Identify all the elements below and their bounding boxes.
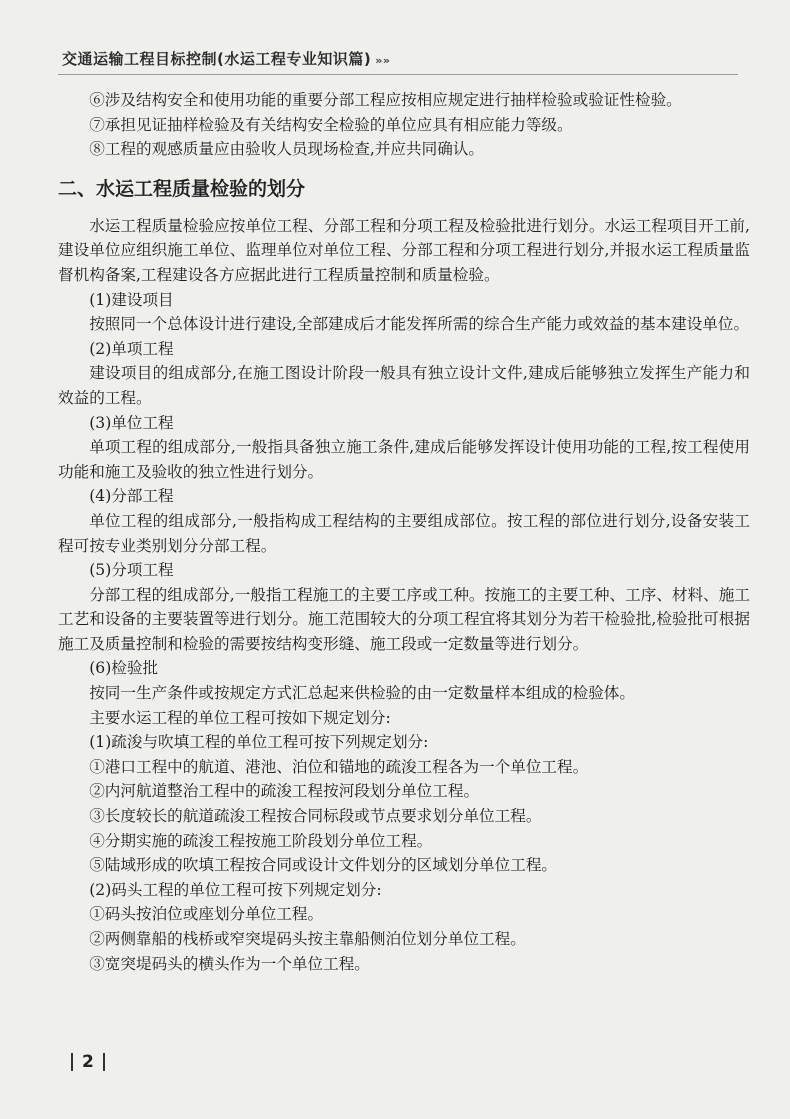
body-paragraph: 按同一生产条件或按规定方式汇总起来供检验的由一定数量样本组成的检验体。 (89, 684, 635, 703)
subheading: (5)分项工程 (89, 561, 174, 580)
footer-bar-right (103, 1053, 105, 1071)
subheading: (1)建设项目 (89, 290, 174, 309)
body-paragraph: 建设项目的组成部分,在施工图设计阶段一般具有独立设计文件,建成后能够独立发挥生产能力和效益的工程。 (58, 364, 750, 407)
chevron-right-icon: »» (375, 54, 391, 67)
list-item: ②两侧靠船的栈桥或窄突堤码头按主靠船侧泊位划分单位工程。 (89, 930, 526, 948)
list-item: ②内河航道整治工程中的疏浚工程按河段划分单位工程。 (89, 782, 480, 801)
list-item: ⑤陆域形成的吹填工程按合同或设计文件划分的区域划分单位工程。 (89, 856, 558, 875)
body-paragraph: 按照同一个总体设计进行建设,全部建成后才能发挥所需的综合生产能力或效益的基本建设单位。 (89, 315, 750, 334)
list-item: ⑥涉及结构安全和使用功能的重要分部工程应按相应规定进行抽样检验或验证性检验。 (89, 91, 682, 109)
page-footer (62, 1052, 114, 1072)
subheading: (2)码头工程的单位工程可按下列规定划分: (89, 880, 382, 899)
body-paragraph: 水运工程质量检验应按单位工程、分部工程和分项工程及检验批进行划分。水运工程项目开工前,建设单位应组织施工单位、监理单位对单位工程、分部工程和分项工程进行划分,并报水运工程质量监督机构备案,工程建设各方应据此进行工程质量控制和质量检验。 (58, 216, 750, 284)
list-item: ④分期实施的疏浚工程按施工阶段划分单位工程。 (89, 831, 433, 850)
running-header (62, 48, 390, 69)
list-item: ③宽突堤码头的横头作为一个单位工程。 (89, 954, 370, 973)
header-title: 交通运输工程目标控制(水运工程专业知识篇) (62, 50, 372, 68)
page-number: 2 (82, 1052, 94, 1072)
body-paragraph: 主要水运工程的单位工程可按如下规定划分: (89, 708, 391, 727)
list-item: ①港口工程中的航道、港池、泊位和锚地的疏浚工程各为一个单位工程。 (89, 757, 589, 776)
subheading: (2)单项工程 (89, 339, 174, 358)
footer-bar-left (71, 1053, 73, 1071)
subheading: (1)疏浚与吹填工程的单位工程可按下列规定划分: (89, 733, 429, 752)
body-paragraph: 分部工程的组成部分,一般指工程施工的主要工序或工种。按施工的主要工种、工序、材料、施工工艺和设备的主要装置等进行划分。施工范围较大的分项工程宜将其划分为若干检验批,检验批可根据施工及质量控制和检验的需要按结构变形缝、施工段或一定数量等进行划分。 (58, 585, 750, 653)
subheading: (3)单位工程 (89, 413, 174, 432)
body-paragraph: 单项工程的组成部分,一般指具备独立施工条件,建成后能够发挥设计使用功能的工程,按工程使用功能和施工及验收的独立性进行划分。 (58, 438, 750, 481)
list-item: ③长度较长的航道疏浚工程按合同标段或节点要求划分单位工程。 (89, 807, 542, 826)
list-item: ⑧工程的观感质量应由验收人员现场检查,并应共同确认。 (89, 140, 484, 159)
subheading: (6)检验批 (89, 659, 159, 678)
list-item: ①码头按泊位或座划分单位工程。 (89, 905, 324, 924)
list-item: ⑦承担见证抽样检验及有关结构安全检验的单位应具有相应能力等级。 (89, 115, 573, 134)
body-paragraph: 单位工程的组成部分,一般指构成工程结构的主要组成部位。按工程的部位进行划分,设备安装工程可按专业类别划分分部工程。 (58, 511, 750, 555)
header-divider (58, 74, 738, 75)
subheading: (4)分部工程 (89, 487, 174, 506)
page-body (58, 88, 750, 976)
section-heading: 二、水运工程质量检验的划分 (58, 177, 306, 200)
